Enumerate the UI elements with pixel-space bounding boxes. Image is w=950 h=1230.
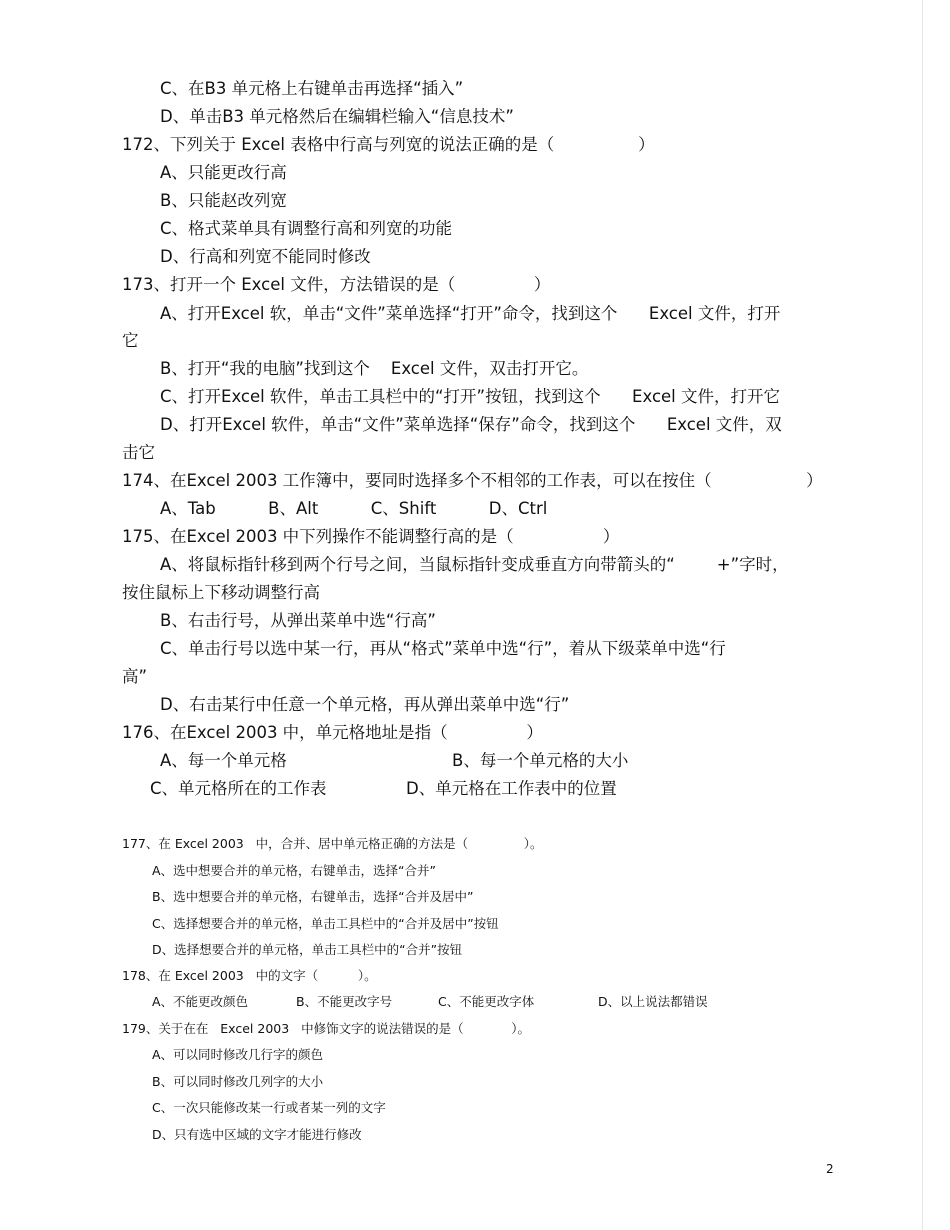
- option-line: C、不能更改字体: [438, 994, 535, 1009]
- option-line: C、一次只能修改某一行或者某一列的文字: [152, 1100, 386, 1115]
- option-line: C、打开Excel 软件，单击工具栏中的“打开”按钮，找到这个 Excel 文件，打开它: [160, 387, 780, 406]
- option-line: D、以上说法都错误: [598, 994, 708, 1009]
- option-line: A、不能更改颜色: [152, 994, 249, 1009]
- question-line: 176、在Excel 2003 中，单元格地址是指（ ）: [122, 723, 543, 742]
- option-line: D、行高和列宽不能同时修改: [160, 247, 371, 266]
- option-line: D、单击B3 单元格然后在编辑栏输入“信息技术”: [160, 107, 514, 126]
- option-continuation: 它: [122, 331, 139, 350]
- option-line: B、每一个单元格的大小: [452, 751, 629, 770]
- question-line: 173、打开一个 Excel 文件，方法错误的是（ ）: [122, 275, 551, 294]
- option-line: B、选中想要合并的单元格，右键单击，选择“合并及居中”: [152, 889, 474, 904]
- option-line: C、单击行号以选中某一行，再从“格式”菜单中选“行”，着从下级菜单中选“行: [160, 639, 726, 658]
- option-line: A、将鼠标指针移到两个行号之间，当鼠标指针变成垂直方向带箭头的“ +”字时，: [160, 555, 789, 574]
- option-line: D、选择想要合并的单元格，单击工具栏中的“合并”按钮: [152, 942, 463, 957]
- option-line: D、打开Excel 软件，单击“文件”菜单选择“保存”命令，找到这个 Excel 文件，双: [160, 415, 782, 434]
- option-line: B、打开“我的电脑”找到这个 Excel 文件，双击打开它。: [160, 359, 589, 378]
- question-line: 179、关于在在 Excel 2003 中修饰文字的说法错误的是（ ）。: [122, 1021, 531, 1036]
- option-line: A、每一个单元格: [160, 751, 287, 770]
- option-line: C、选择想要合并的单元格，单击工具栏中的“合并及居中”按钮: [152, 916, 499, 931]
- option-line: C、单元格所在的工作表: [150, 779, 327, 798]
- option-line: A、打开Excel 软，单击“文件”菜单选择“打开”命令，找到这个 Excel 文件，打开: [160, 304, 781, 323]
- page-number: 2: [826, 1162, 834, 1176]
- option-line: B、可以同时修改几列字的大小: [152, 1074, 324, 1089]
- option-line: B、右击行号，从弹出菜单中选“行高”: [160, 611, 436, 630]
- option-line: D、右击某行中任意一个单元格，再从弹出菜单中选“行”: [160, 695, 570, 714]
- option-line: D、单元格在工作表中的位置: [406, 779, 617, 798]
- option-continuation: 按住鼠标上下移动调整行高: [122, 583, 320, 602]
- option-continuation: 高”: [122, 667, 148, 686]
- option-line: B、不能更改字号: [296, 994, 393, 1009]
- option-line: A、可以同时修改几行字的颜色: [152, 1047, 324, 1062]
- question-line: 172、下列关于 Excel 表格中行高与列宽的说法正确的是（ ）: [122, 135, 655, 154]
- option-line: A、Tab B、Alt C、Shift D、Ctrl: [160, 499, 548, 518]
- question-line: 175、在Excel 2003 中下列操作不能调整行高的是（ ）: [122, 527, 620, 546]
- option-line: A、只能更改行高: [160, 163, 287, 182]
- option-line: C、格式菜单具有调整行高和列宽的功能: [160, 219, 453, 238]
- option-line: C、在B3 单元格上右键单击再选择“插入”: [160, 79, 464, 98]
- option-line: B、只能赵改列宽: [160, 191, 287, 210]
- option-line: A、选中想要合并的单元格，右键单击，选择“合并”: [152, 863, 437, 878]
- question-line: 177、在 Excel 2003 中，合并、居中单元格正确的方法是（ ）。: [122, 836, 543, 851]
- question-line: 178、在 Excel 2003 中的文字（ ）。: [122, 968, 377, 983]
- option-continuation: 击它: [122, 443, 155, 462]
- question-line: 174、在Excel 2003 工作簿中，要同时选择多个不相邻的工作表，可以在按住（ ）: [122, 471, 823, 490]
- option-line: D、只有选中区域的文字才能进行修改: [152, 1127, 362, 1142]
